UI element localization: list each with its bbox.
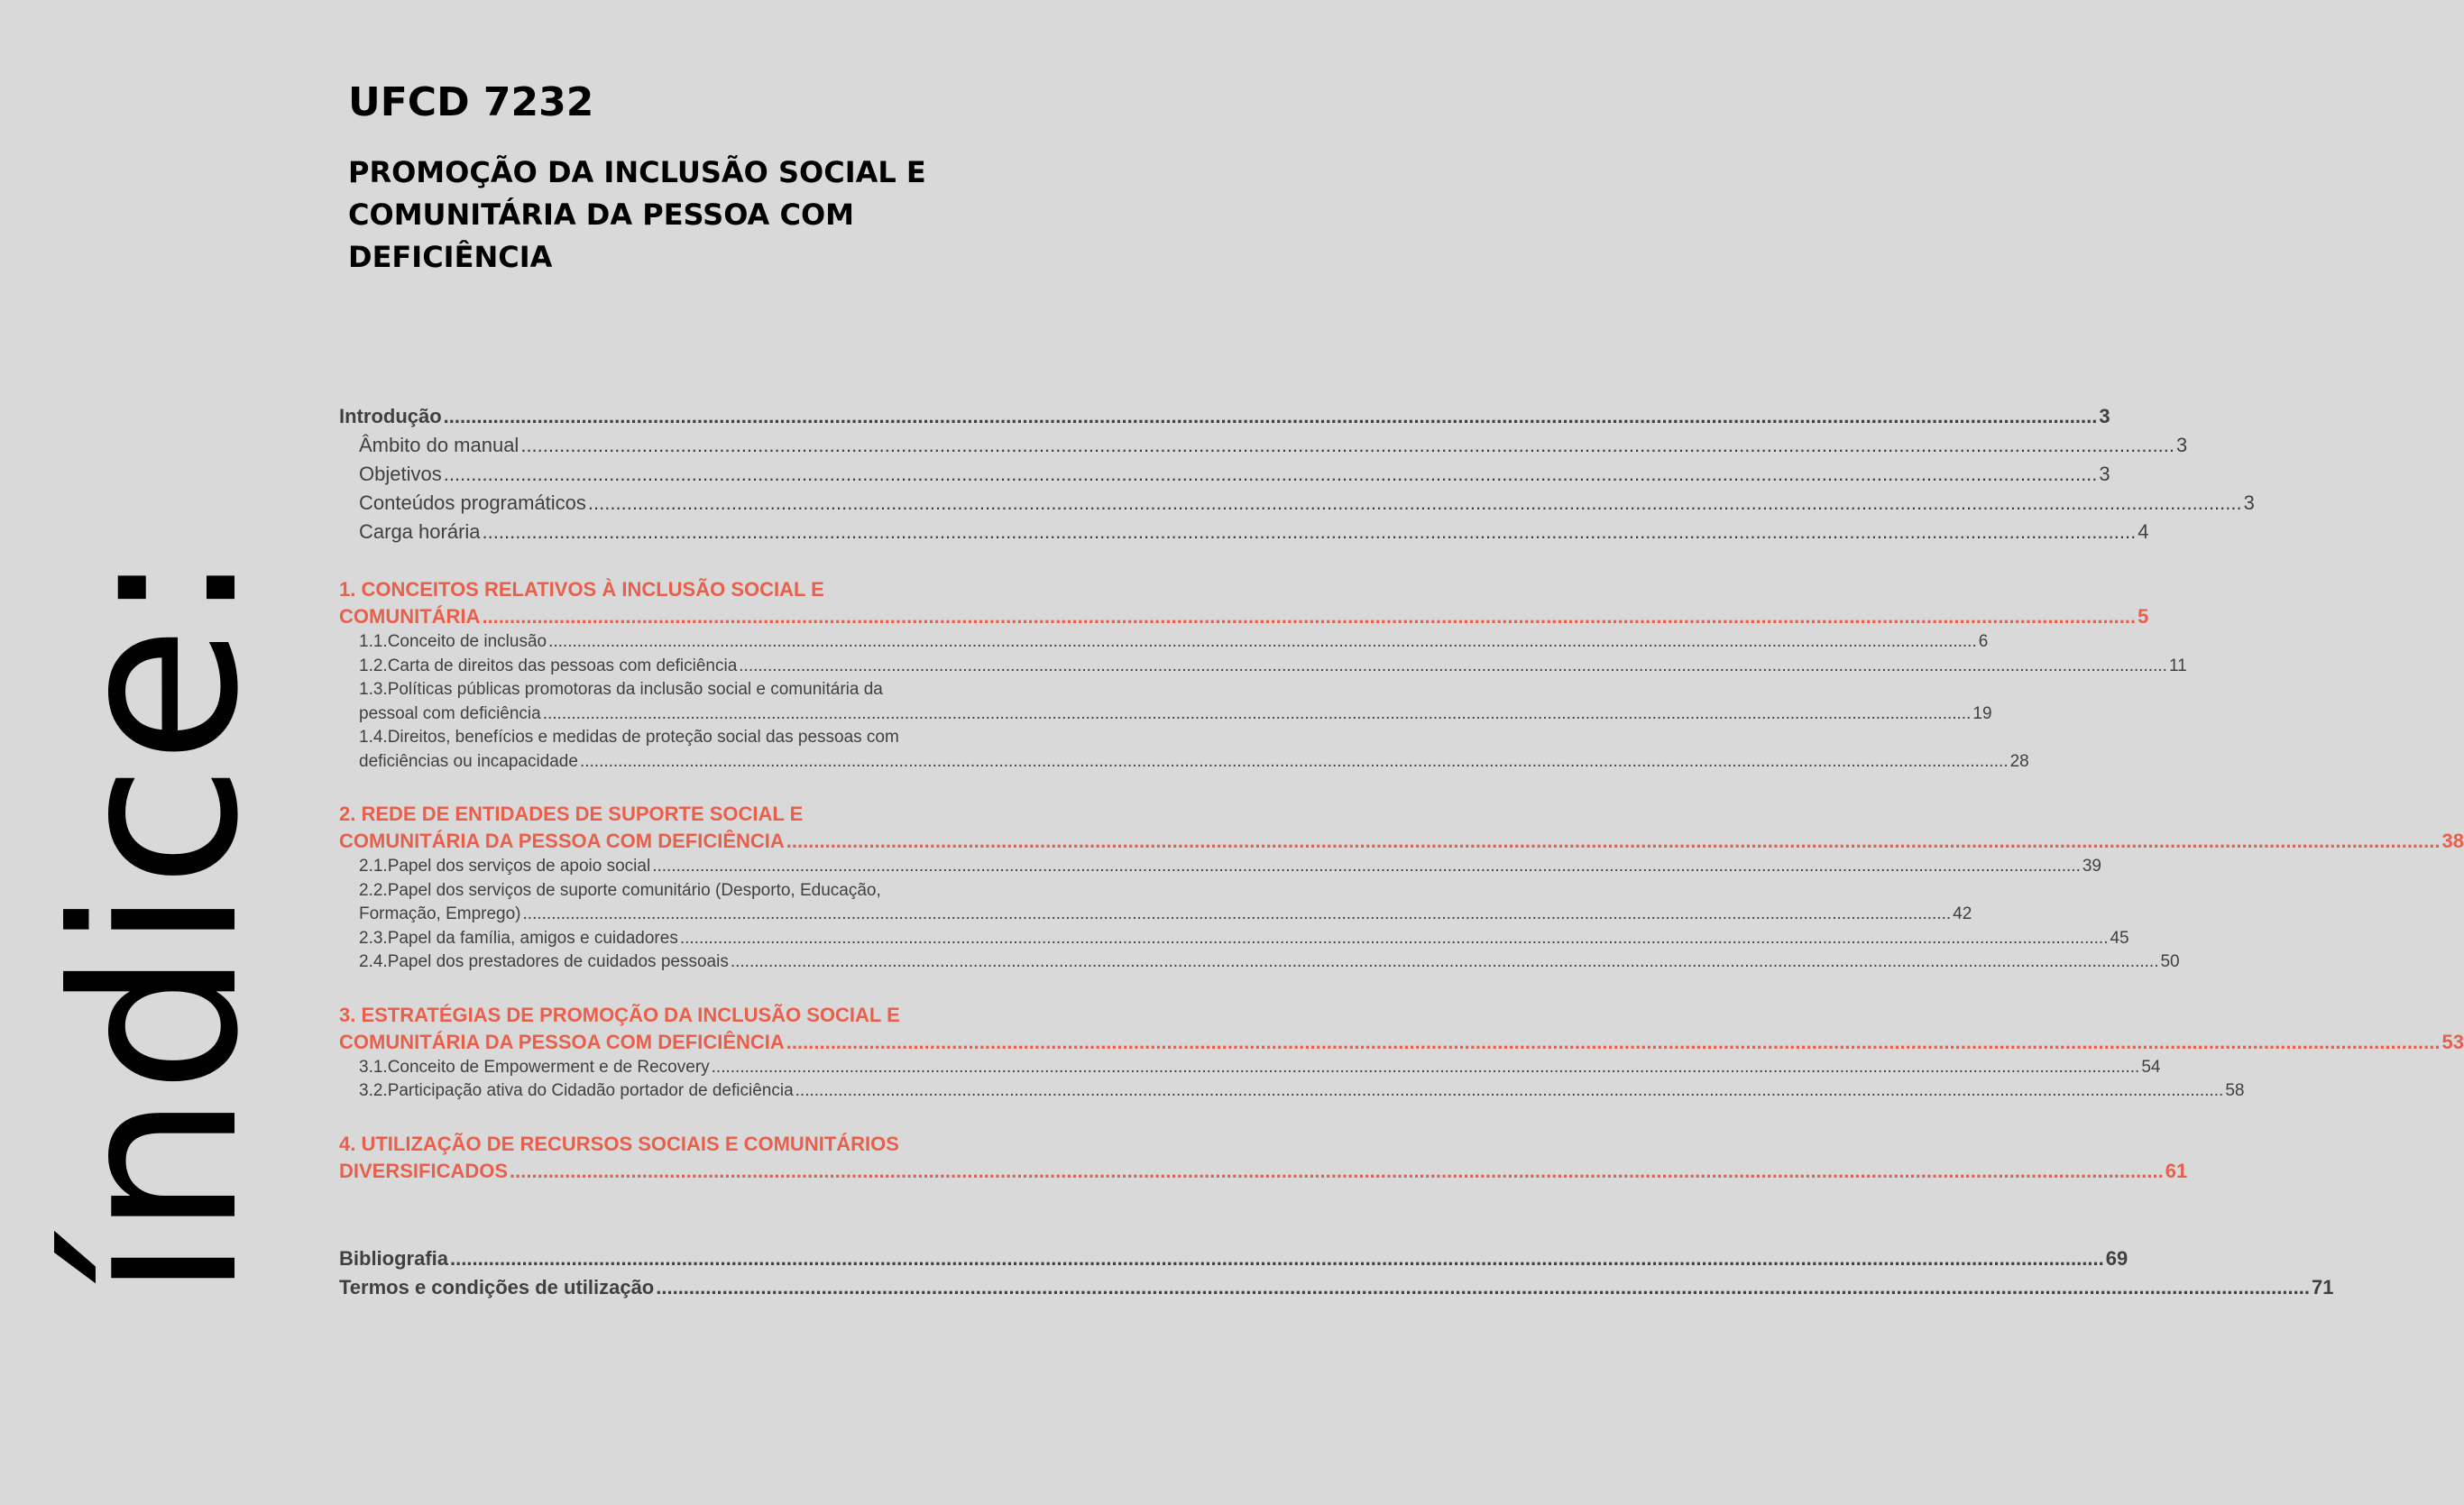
toc-entry[interactable]: 3.2.Participação ativa do Cidadão portador de deficiência ............................................................................................................................................................................................................................................................................................................ 58 [339, 1079, 952, 1104]
dot-leader: ............................................................................................................................................................................................................................................................................................................ [679, 928, 2109, 948]
dot-leader: ............................................................................................................................................................................................................................................................................................................ [652, 857, 2081, 876]
toc-entry[interactable]: Âmbito do manual ............................................................................................................................................................................................................................................................................................................ 3 [339, 431, 952, 460]
dot-leader: ............................................................................................................................................................................................................................................................................................................ [711, 1057, 2140, 1077]
dot-leader: ............................................................................................................................................................................................................................................................................................................ [522, 904, 1952, 923]
dot-leader: ............................................................................................................................................................................................................................................................................................................ [443, 463, 2098, 485]
toc-chapter-2[interactable]: 2. REDE DE ENTIDADES DE SUPORTE SOCIAL E COMUNITÁRIA DA PESSOA COM DEFICIÊNCIA ............................................................................................................................................................................................................................................................................................................ 38 [339, 801, 952, 855]
dot-leader: ............................................................................................................................................................................................................................................................................................................ [786, 1030, 2441, 1053]
toc-entry[interactable]: 1.2.Carta de direitos das pessoas com deficiência ............................................................................................................................................................................................................................................................................................................ 11 [339, 655, 952, 679]
dot-leader: ............................................................................................................................................................................................................................................................................................................ [730, 952, 2159, 971]
toc-entry[interactable]: Objetivos ............................................................................................................................................................................................................................................................................................................ 3 [339, 460, 952, 489]
toc-entry[interactable]: Conteúdos programáticos ............................................................................................................................................................................................................................................................................................................ 3 [339, 489, 952, 518]
dot-leader: ............................................................................................................................................................................................................................................................................................................ [548, 632, 1977, 651]
toc-entry[interactable]: 3.1.Conceito de Empowerment e de Recovery ............................................................................................................................................................................................................................................................................................................ 54 [339, 1056, 952, 1080]
toc-entry[interactable]: 2.1.Papel dos serviços de apoio social ............................................................................................................................................................................................................................................................................................................ 39 [339, 855, 952, 879]
index-vertical-title: índice: [25, 549, 288, 1299]
toc-entry[interactable]: 1.4.Direitos, benefícios e medidas de proteção social das pessoas com deficiências ou incapacidade ............................................................................................................................................................................................................................................................................................................ 28 [339, 726, 952, 774]
course-title: PROMOÇÃO DA INCLUSÃO SOCIAL E COMUNITÁRIA DA PESSOA COM DEFICIÊNCIA [348, 155, 926, 274]
table-of-contents [339, 402, 2464, 1302]
dot-leader: ............................................................................................................................................................................................................................................................................................................ [795, 1081, 2224, 1100]
dot-leader: ............................................................................................................................................................................................................................................................................................................ [579, 751, 2009, 771]
dot-leader: ............................................................................................................................................................................................................................................................................................................ [587, 491, 2242, 514]
dot-leader: ............................................................................................................................................................................................................................................................................................................ [443, 405, 2098, 427]
toc-entry[interactable]: 2.4.Papel dos prestadores de cuidados pessoais ............................................................................................................................................................................................................................................................................................................ 50 [339, 950, 952, 975]
toc-entry[interactable]: 2.3.Papel da família, amigos e cuidadores ............................................................................................................................................................................................................................................................................................................ 45 [339, 927, 952, 951]
dot-leader: ............................................................................................................................................................................................................................................................................................................ [482, 520, 2137, 543]
dot-leader: ............................................................................................................................................................................................................................................................................................................ [786, 830, 2441, 852]
dot-leader: ............................................................................................................................................................................................................................................................................................................ [542, 703, 1972, 723]
toc-entry[interactable]: 2.2.Papel dos serviços de suporte comunitário (Desporto, Educação, Formação, Emprego) ............................................................................................................................................................................................................................................................................................................ 42 [339, 879, 952, 927]
toc-entry-bibliography[interactable]: Bibliografia ............................................................................................................................................................................................................................................................................................................ 69 [339, 1244, 952, 1273]
dot-leader: ............................................................................................................................................................................................................................................................................................................ [510, 1159, 2164, 1182]
dot-leader: ............................................................................................................................................................................................................................................................................................................ [520, 434, 2175, 456]
dot-leader: ............................................................................................................................................................................................................................................................................................................ [656, 1275, 2310, 1299]
toc-entry-introduction[interactable]: Introdução ............................................................................................................................................................................................................................................................................................................ 3 [339, 402, 952, 431]
dot-leader: ............................................................................................................................................................................................................................................................................................................ [450, 1246, 2104, 1270]
toc-entry[interactable]: Carga horária ............................................................................................................................................................................................................................................................................................................ 4 [339, 518, 952, 546]
toc-entry[interactable]: 1.3.Políticas públicas promotoras da inclusão social e comunitária da pessoal com deficiência ............................................................................................................................................................................................................................................................................................................ 19 [339, 678, 952, 726]
course-code: UFCD 7232 [348, 79, 594, 125]
dot-leader: ............................................................................................................................................................................................................................................................................................................ [482, 605, 2137, 628]
toc-chapter-3[interactable]: 3. ESTRATÉGIAS DE PROMOÇÃO DA INCLUSÃO SOCIAL E COMUNITÁRIA DA PESSOA COM DEFICIÊNCIA ............................................................................................................................................................................................................................................................................................................ 53 [339, 1002, 952, 1056]
dot-leader: ............................................................................................................................................................................................................................................................................................................ [739, 656, 2167, 675]
toc-entry-terms[interactable]: Termos e condições de utilização ............................................................................................................................................................................................................................................................................................................ 71 [339, 1273, 952, 1302]
toc-entry[interactable]: 1.1.Conceito de inclusão ............................................................................................................................................................................................................................................................................................................ 6 [339, 630, 952, 655]
toc-chapter-4[interactable]: 4. UTILIZAÇÃO DE RECURSOS SOCIAIS E COMUNITÁRIOS DIVERSIFICADOS ............................................................................................................................................................................................................................................................................................................ 61 [339, 1131, 952, 1185]
toc-chapter-1[interactable]: 1. CONCEITOS RELATIVOS À INCLUSÃO SOCIAL E COMUNITÁRIA ............................................................................................................................................................................................................................................................................................................ 5 [339, 576, 952, 630]
